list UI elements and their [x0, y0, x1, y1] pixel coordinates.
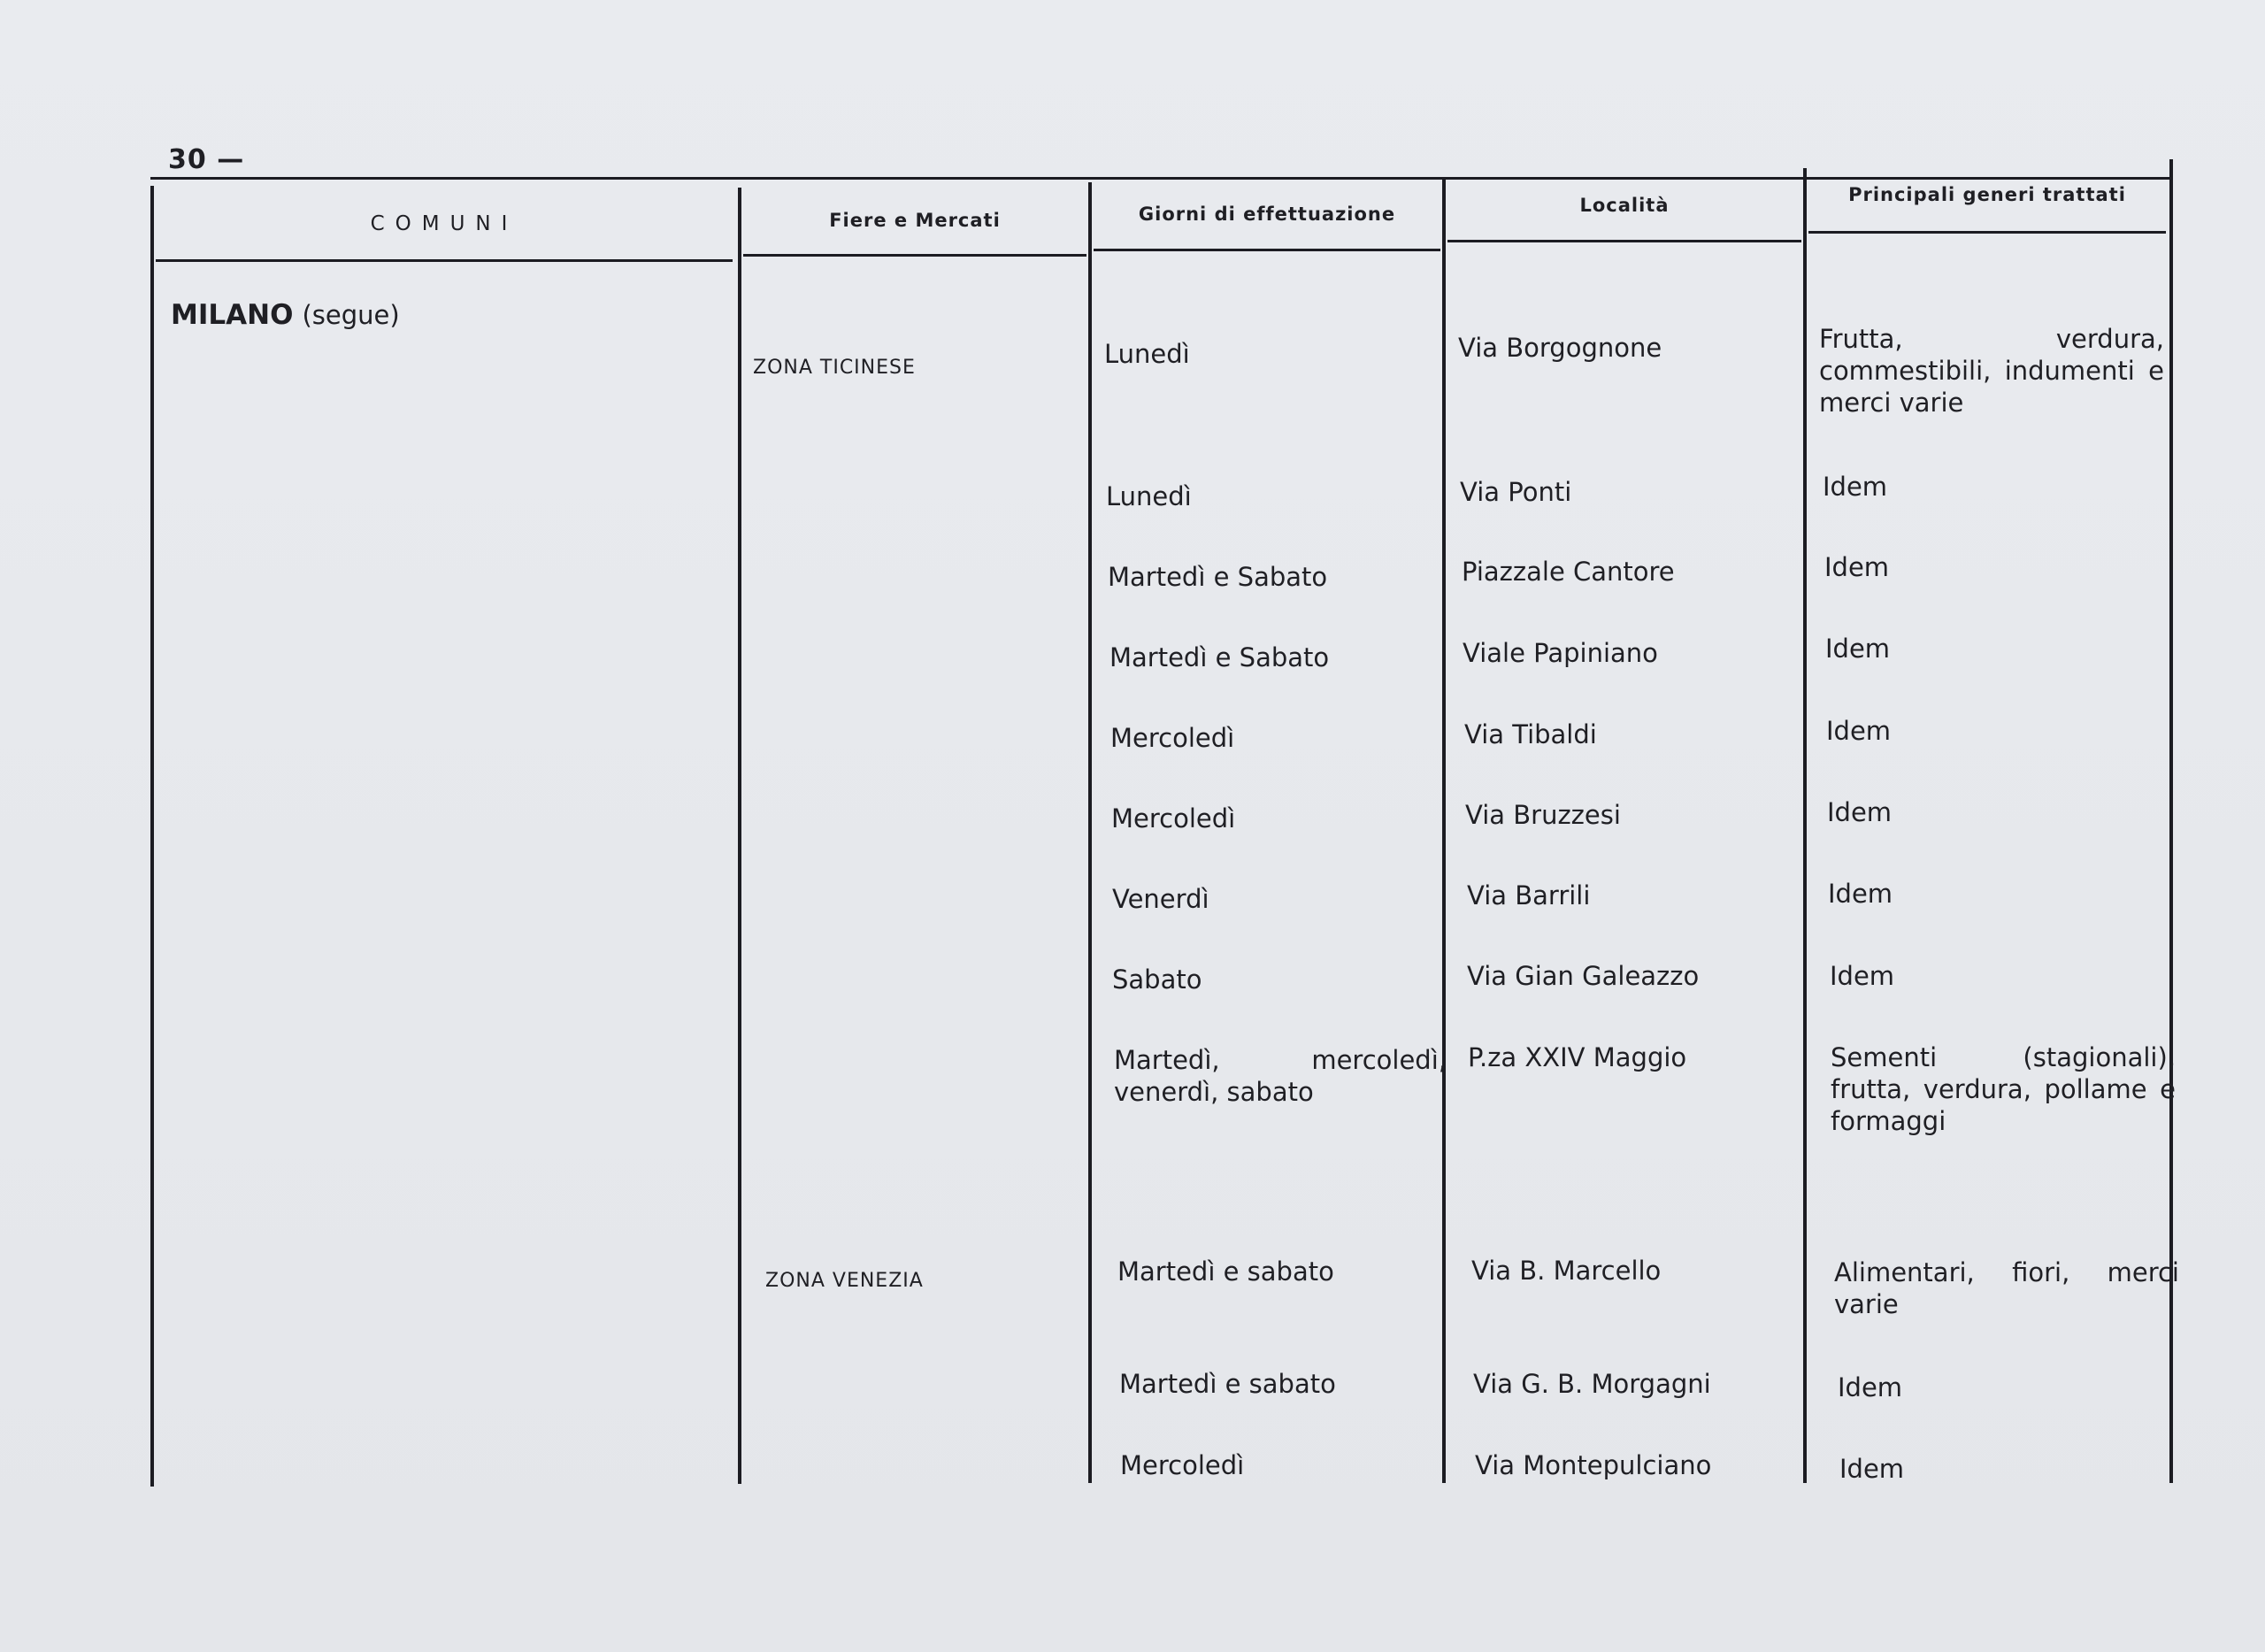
generi-cell: Idem — [1828, 879, 1893, 909]
localita-cell: Viale Papiniano — [1463, 638, 1658, 668]
generi-cell: Idem — [1823, 472, 1888, 502]
giorni-cell: Mercoledì — [1120, 1450, 1245, 1480]
generi-cell: Idem — [1839, 1454, 1905, 1484]
giorni-cell: Martedì e sabato — [1117, 1256, 1334, 1287]
zone-label: ZONA TICINESE — [753, 357, 916, 379]
comune-name: MILANO — [171, 299, 294, 331]
giorni-cell: Martedì e sabato — [1119, 1369, 1336, 1399]
generi-cell: Idem — [1830, 961, 1895, 991]
comune-entry — [171, 299, 400, 331]
generi-cell: Idem — [1827, 797, 1893, 827]
localita-cell: P.za XXIV Maggio — [1468, 1042, 1687, 1072]
header-giorni: Giorni di effettuazione — [1138, 204, 1396, 225]
giorni-cell: Lunedì — [1106, 481, 1192, 511]
table-top-border — [150, 177, 2173, 180]
localita-cell: Via Gian Galeazzo — [1467, 961, 1700, 991]
header-underline-localita — [1447, 240, 1801, 242]
col-line-3 — [1442, 177, 1446, 1483]
comune-suffix: (segue) — [302, 300, 400, 330]
generi-cell: Frutta, verdura, commestibili, indumenti e merci varie — [1819, 324, 2164, 418]
header-underline-comuni — [156, 259, 733, 262]
localita-cell: Piazzale Cantore — [1462, 557, 1675, 587]
header-underline-fiere — [743, 254, 1086, 257]
generi-cell: Idem — [1825, 634, 1891, 664]
generi-cell: Idem — [1826, 716, 1892, 746]
giorni-cell: Martedì e Sabato — [1109, 642, 1330, 672]
header-fiere-mercati: Fiere e Mercati — [829, 210, 1001, 231]
header-underline-giorni — [1094, 249, 1440, 251]
header-comuni: COMUNI — [370, 212, 518, 235]
localita-cell: Via Bruzzesi — [1465, 800, 1621, 830]
generi-cell: Sementi (stagionali), frutta, verdura, pollame e formaggi — [1831, 1042, 2176, 1136]
header-localita: Località — [1579, 195, 1670, 216]
localita-cell: Via G. B. Morgagni — [1473, 1369, 1711, 1399]
page-number: 30 — — [168, 144, 245, 175]
col-line-2 — [1088, 182, 1092, 1483]
col-line-4 — [1803, 168, 1807, 1483]
giorni-cell: Martedì e Sabato — [1108, 562, 1328, 592]
zone-label: ZONA VENEZIA — [765, 1270, 924, 1292]
generi-cell: Alimentari, fiori, merci varie — [1834, 1257, 2179, 1319]
localita-cell: Via B. Marcello — [1471, 1256, 1662, 1286]
giorni-cell: Lunedì — [1104, 339, 1190, 369]
localita-cell: Via Tibaldi — [1464, 719, 1597, 749]
localita-cell: Via Ponti — [1460, 477, 1572, 507]
giorni-cell: Sabato — [1112, 964, 1202, 995]
localita-cell: Via Barrili — [1467, 880, 1591, 911]
localita-cell: Via Borgognone — [1458, 333, 1662, 363]
giorni-cell: Martedì, mercoledì, venerdì, sabato — [1114, 1045, 1447, 1107]
header-underline-generi — [1808, 231, 2166, 234]
giorni-cell: Mercoledì — [1110, 723, 1235, 753]
giorni-cell: Mercoledì — [1111, 803, 1236, 834]
header-generi: Principali generi trattati — [1848, 184, 2126, 205]
generi-cell: Idem — [1838, 1372, 1903, 1402]
giorni-cell: Venerdì — [1112, 884, 1209, 914]
col-line-left — [150, 186, 154, 1487]
localita-cell: Via Montepulciano — [1475, 1450, 1712, 1480]
generi-cell: Idem — [1824, 552, 1890, 582]
col-line-1 — [738, 188, 741, 1484]
